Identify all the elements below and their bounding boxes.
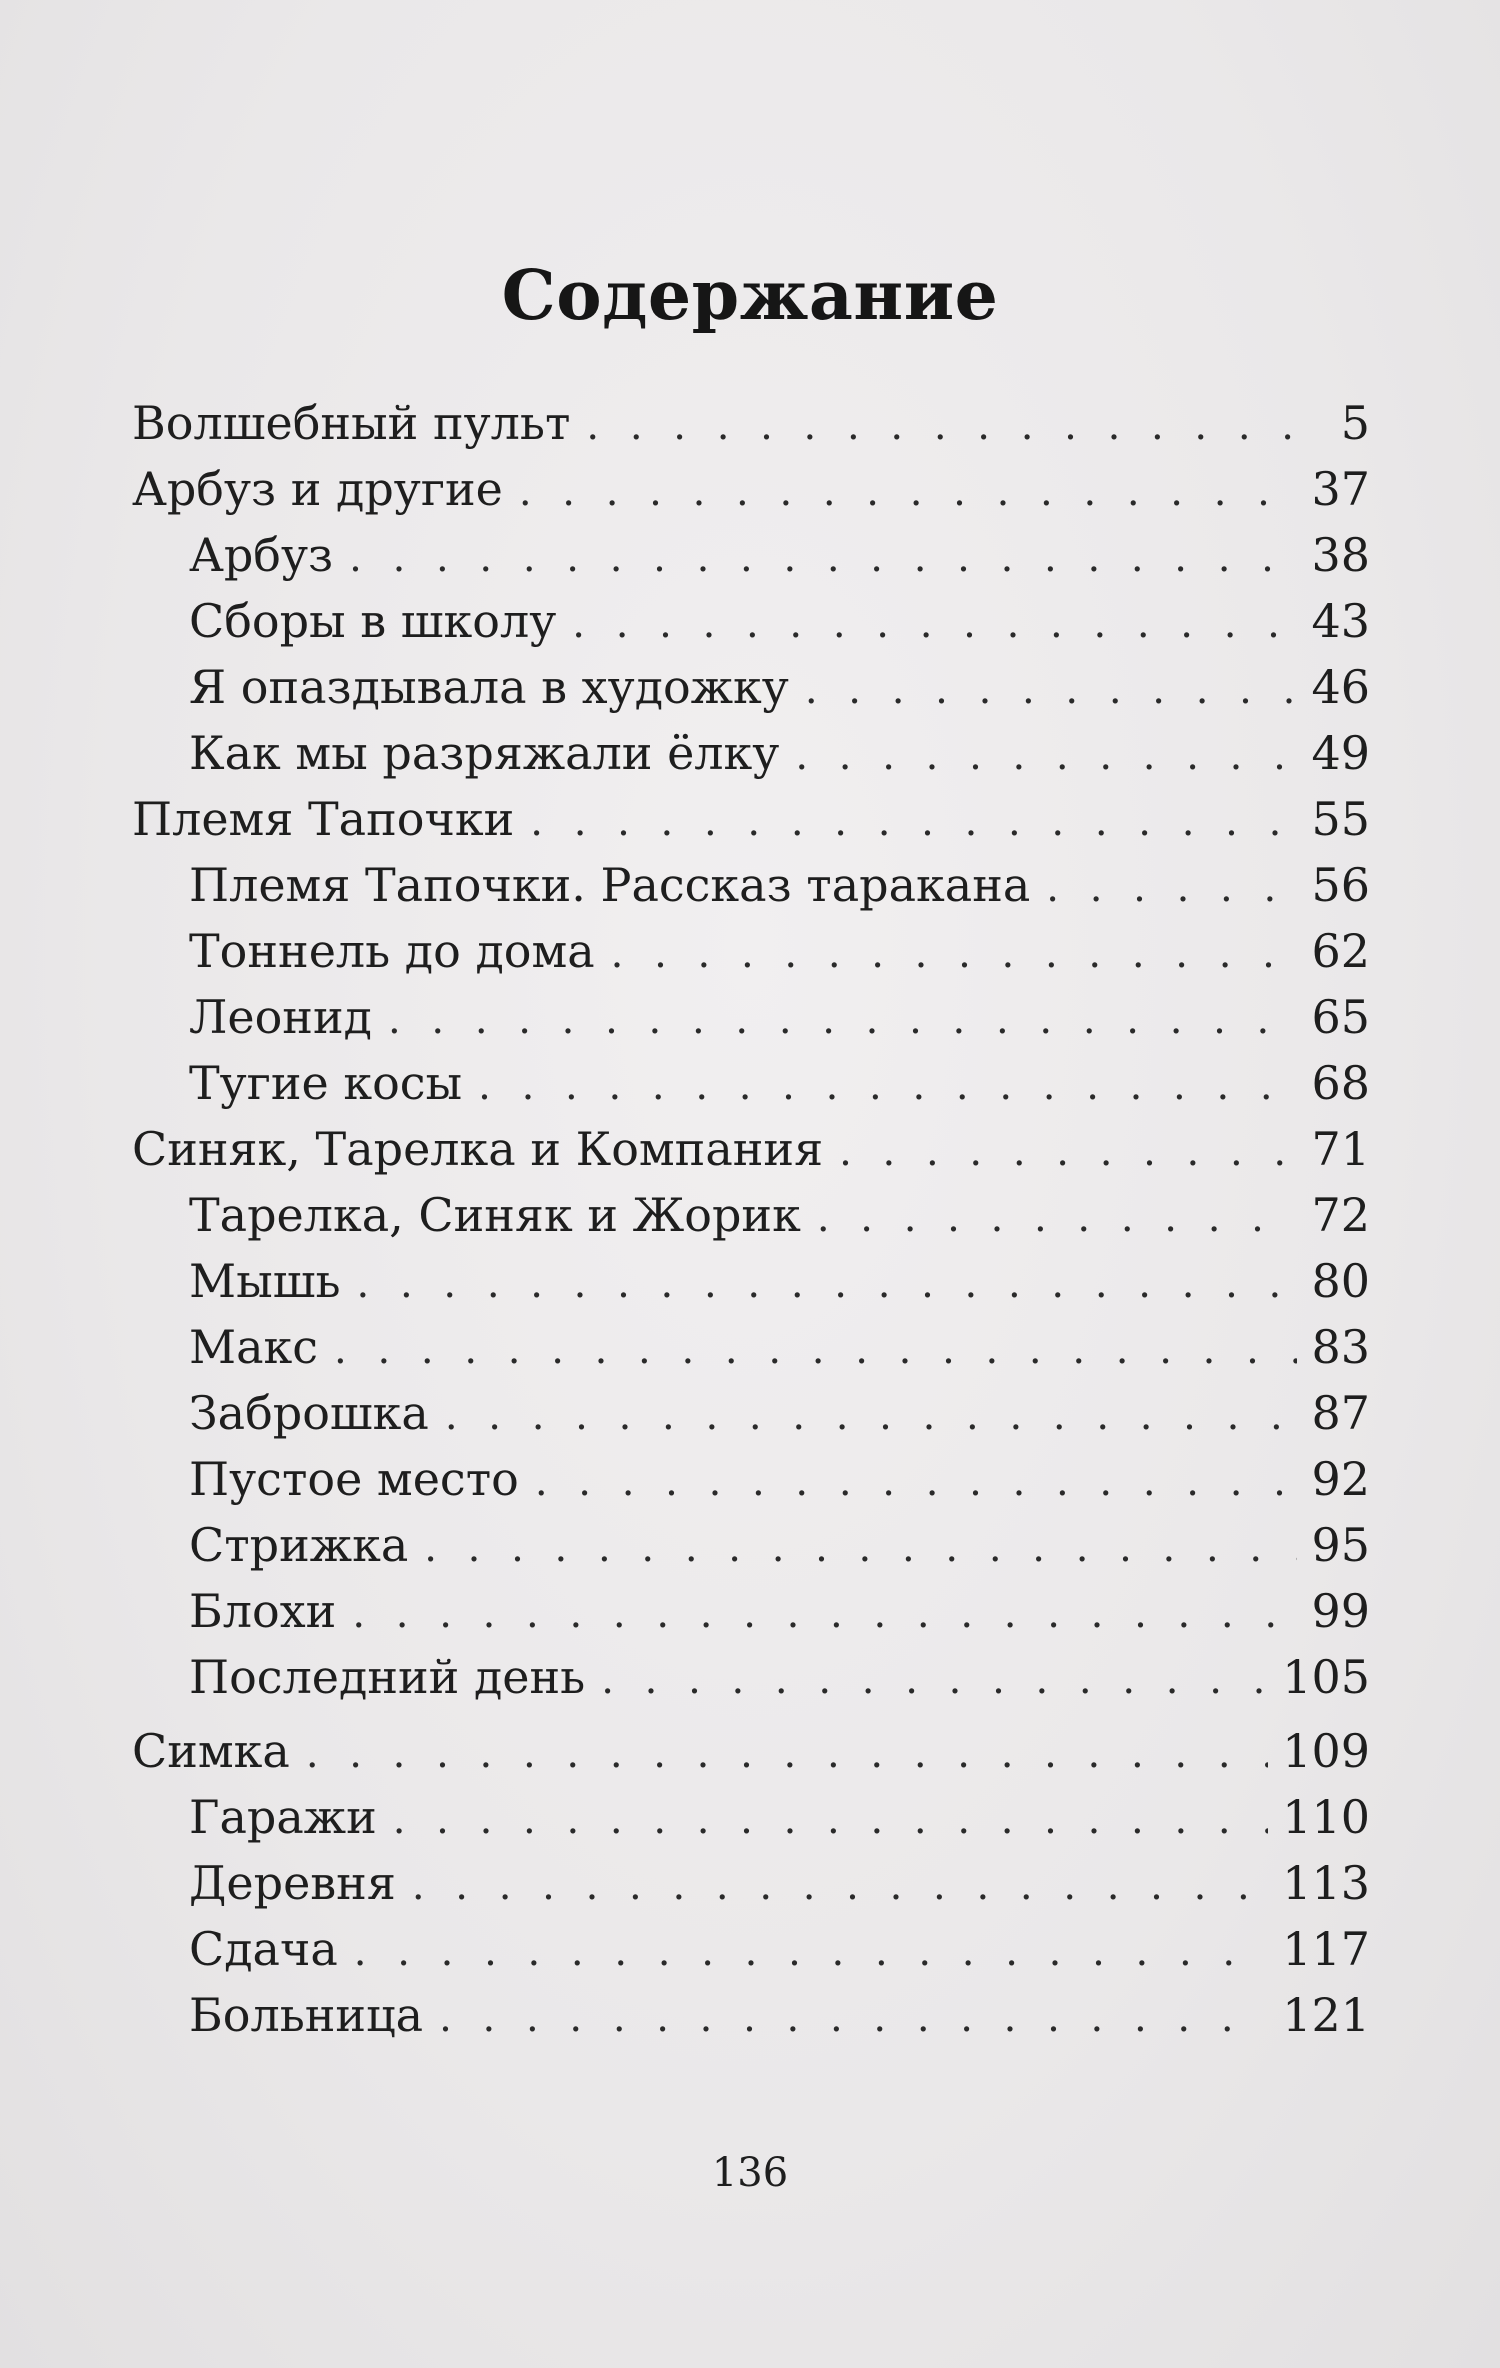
toc-entry-title: Мышь xyxy=(189,1254,341,1308)
toc-entry-title: Симка xyxy=(132,1724,290,1778)
toc-entry-page: 38 xyxy=(1311,528,1370,582)
toc-entry-title: Я опаздывала в художку xyxy=(189,660,789,714)
toc-leader-dots xyxy=(357,1251,1298,1317)
toc-entry-title: Тарелка, Синяк и Жорик xyxy=(189,1188,801,1242)
toc-entry-page: 46 xyxy=(1311,660,1370,714)
toc-entry xyxy=(132,1314,1370,1380)
toc-entry-title: Гаражи xyxy=(189,1790,377,1844)
toc-entry xyxy=(132,1784,1370,1850)
toc-leader-dots xyxy=(586,393,1316,459)
toc-entry xyxy=(132,1850,1370,1916)
toc-entry-page: 92 xyxy=(1311,1452,1370,1506)
toc-entry xyxy=(132,588,1370,654)
toc-entry-page: 65 xyxy=(1311,990,1370,1044)
toc-leader-dots xyxy=(412,1853,1268,1919)
toc-entry-page: 105 xyxy=(1282,1650,1370,1704)
toc-entry-page: 68 xyxy=(1311,1056,1370,1110)
toc-entry xyxy=(132,1578,1370,1644)
toc-entry xyxy=(132,1982,1370,2048)
toc-entry xyxy=(132,984,1370,1050)
toc-entry xyxy=(132,1446,1370,1512)
toc-entry-title: Деревня xyxy=(189,1856,396,1910)
toc-leader-dots xyxy=(439,1985,1268,2051)
toc-entry xyxy=(132,1380,1370,1446)
toc-entry-title: Арбуз и другие xyxy=(132,462,503,516)
toc-entry-page: 5 xyxy=(1340,396,1370,450)
toc-leader-dots xyxy=(519,459,1298,525)
toc-entry-page: 109 xyxy=(1282,1724,1370,1778)
toc-entry-title: Последний день xyxy=(189,1650,586,1704)
toc-entry-title: Сборы в школу xyxy=(189,594,557,648)
toc-entry-title: Синяк, Тарелка и Компания xyxy=(132,1122,824,1176)
toc-leader-dots xyxy=(352,1581,1297,1647)
toc-entry xyxy=(132,522,1370,588)
toc-entry-page: 110 xyxy=(1282,1790,1370,1844)
toc-entry-title: Больница xyxy=(189,1988,424,2042)
toc-entry-page: 71 xyxy=(1311,1122,1370,1176)
toc-entry-page: 121 xyxy=(1282,1988,1370,2042)
toc-entry-page: 113 xyxy=(1282,1856,1370,1910)
toc-leader-dots xyxy=(601,1647,1268,1713)
toc-entry xyxy=(132,456,1370,522)
toc-entry xyxy=(132,1050,1370,1116)
toc-leader-dots xyxy=(611,921,1298,987)
toc-entry-page: 95 xyxy=(1311,1518,1370,1572)
toc-entry-title: Пустое место xyxy=(189,1452,519,1506)
toc-entry-page: 55 xyxy=(1311,792,1370,846)
toc-entry xyxy=(132,720,1370,786)
toc-entry xyxy=(132,390,1370,456)
toc-entry-page: 62 xyxy=(1311,924,1370,978)
toc-leader-dots xyxy=(839,1119,1297,1185)
toc-leader-dots xyxy=(388,987,1298,1053)
toc-entry-title: Блохи xyxy=(189,1584,337,1638)
toc-entry xyxy=(132,1916,1370,1982)
toc-leader-dots xyxy=(424,1515,1297,1581)
toc-entry xyxy=(132,918,1370,984)
toc-entry xyxy=(132,1644,1370,1710)
toc-entry xyxy=(132,1718,1370,1784)
toc-entry-page: 43 xyxy=(1311,594,1370,648)
toc-leader-dots xyxy=(535,1449,1298,1515)
page-number: 136 xyxy=(711,2150,789,2196)
toc-leader-dots xyxy=(334,1317,1297,1383)
toc-entry-title: Племя Тапочки. Рассказ таракана xyxy=(189,858,1031,912)
toc-entry-page: 99 xyxy=(1311,1584,1370,1638)
toc-entry xyxy=(132,1512,1370,1578)
toc-entry-title: Макс xyxy=(189,1320,319,1374)
toc-entry-title: Заброшка xyxy=(189,1386,429,1440)
toc-leader-dots xyxy=(393,1787,1268,1853)
toc-entry-title: Сдача xyxy=(189,1922,338,1976)
toc-entry-page: 49 xyxy=(1311,726,1370,780)
toc-entry-page: 117 xyxy=(1282,1922,1370,1976)
toc-entry-title: Стрижка xyxy=(189,1518,409,1572)
toc-entry-page: 83 xyxy=(1311,1320,1370,1374)
toc-entry-title: Тоннель до дома xyxy=(189,924,595,978)
toc-leader-dots xyxy=(445,1383,1298,1449)
toc-leader-dots xyxy=(805,657,1298,723)
toc-entry xyxy=(132,1248,1370,1314)
toc-entry-title: Леонид xyxy=(189,990,372,1044)
toc-entry-page: 87 xyxy=(1311,1386,1370,1440)
toc-entry xyxy=(132,786,1370,852)
table-of-contents xyxy=(132,390,1370,2048)
toc-entry-page: 56 xyxy=(1311,858,1370,912)
toc-entry-title: Волшебный пульт xyxy=(132,396,571,450)
toc-leader-dots xyxy=(478,1053,1297,1119)
toc-entry xyxy=(132,654,1370,720)
page-title: Содержание xyxy=(501,255,999,336)
toc-entry-title: Арбуз xyxy=(189,528,334,582)
toc-leader-dots xyxy=(306,1721,1268,1787)
toc-leader-dots xyxy=(349,525,1297,591)
toc-entry-title: Как мы разряжали ёлку xyxy=(189,726,780,780)
toc-entry xyxy=(132,1116,1370,1182)
toc-entry-page: 72 xyxy=(1311,1188,1370,1242)
toc-leader-dots xyxy=(354,1919,1268,1985)
toc-entry-page: 37 xyxy=(1311,462,1370,516)
toc-leader-dots xyxy=(795,723,1297,789)
toc-entry-title: Племя Тапочки xyxy=(132,792,515,846)
toc-leader-dots xyxy=(1046,855,1297,921)
toc-leader-dots xyxy=(817,1185,1298,1251)
toc-entry xyxy=(132,1182,1370,1248)
toc-entry xyxy=(132,852,1370,918)
toc-entry-title: Тугие косы xyxy=(189,1056,463,1110)
toc-entry-page: 80 xyxy=(1311,1254,1370,1308)
toc-leader-dots xyxy=(572,591,1297,657)
toc-leader-dots xyxy=(530,789,1297,855)
